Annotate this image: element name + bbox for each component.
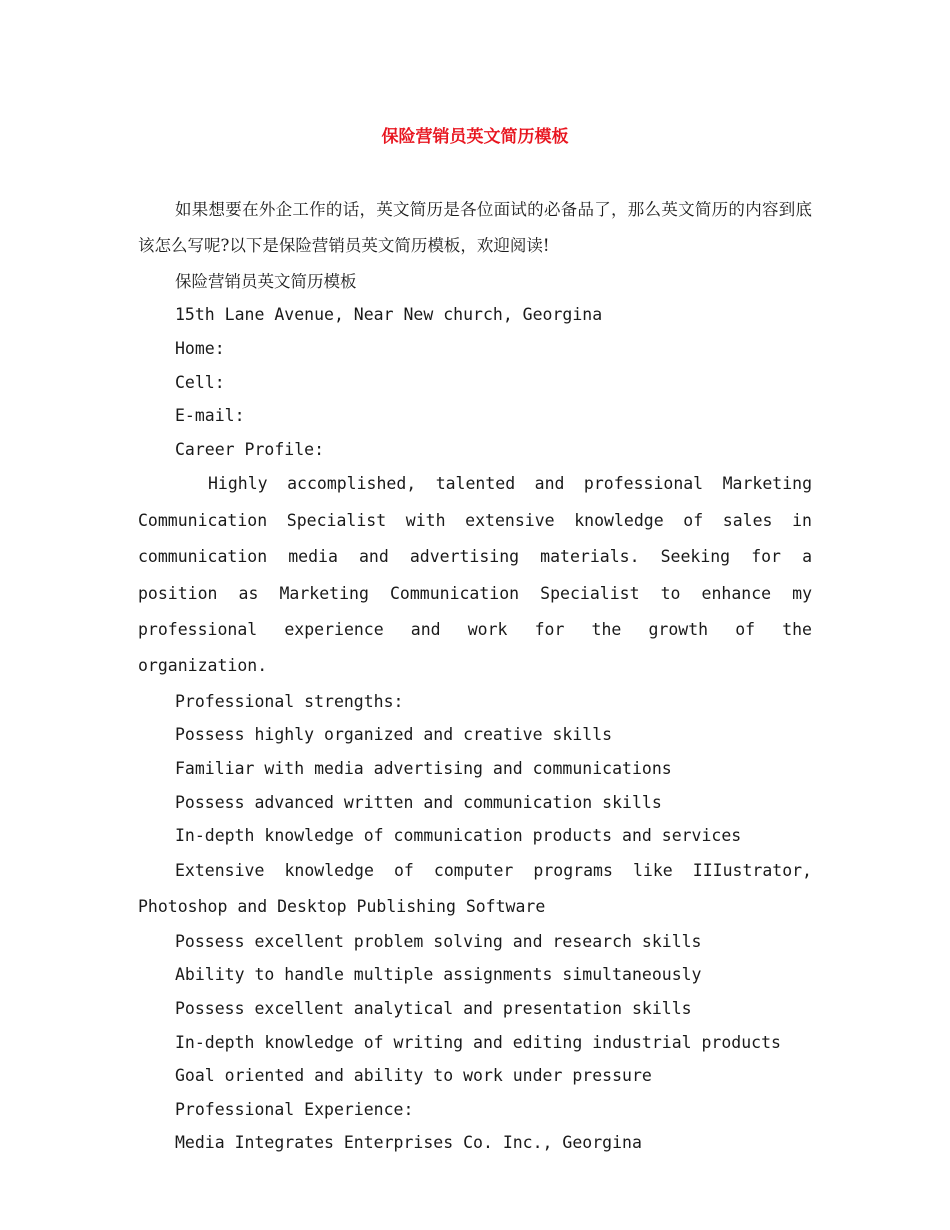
career-profile-text: Highly accomplished, talented and professional Marketing Communication Specialist with extensive knowledge of sales in communication media and advertising materials. Seeking for a position as Marketing Communication Specialist to enhance my professional experience and work for the growth of the organization. <box>138 474 812 676</box>
strength-item: In-depth knowledge of communication products and services <box>175 826 742 846</box>
document-body <box>138 192 812 1160</box>
intro-paragraph: 如果想要在外企工作的话，英文简历是各位面试的必备品了，那么英文简历的内容到底该怎么写呢?以下是保险营销员英文简历模板，欢迎阅读! <box>138 200 812 256</box>
home-label: Home: <box>175 339 225 358</box>
document-title: 保险营销员英文简历模板 <box>381 127 569 147</box>
strength-item: In-depth knowledge of writing and editing industrial products <box>175 1032 781 1052</box>
strength-item: Extensive knowledge of computer programs like IIIustrator, Photoshop and Desktop Publishing Software <box>138 860 812 916</box>
address-line: 15th Lane Avenue, Near New church, Georgina <box>175 305 603 325</box>
resume-subtitle: 保险营销员英文简历模板 <box>175 271 357 291</box>
strength-item: Possess excellent analytical and presentation skills <box>175 998 692 1018</box>
strength-item: Possess advanced written and communication skills <box>175 792 662 812</box>
strength-item: Possess highly organized and creative skills <box>175 725 613 745</box>
cell-label: Cell: <box>175 372 225 392</box>
strength-item: Ability to handle multiple assignments simultaneously <box>175 965 702 985</box>
company-line: Media Integrates Enterprises Co. Inc., Georgina <box>175 1133 642 1153</box>
career-profile-heading: Career Profile: <box>175 439 325 459</box>
email-label: E-mail: <box>175 406 245 426</box>
strength-item: Goal oriented and ability to work under pressure <box>175 1066 652 1086</box>
strength-item: Familiar with media advertising and communications <box>175 759 672 778</box>
experience-heading: Professional Experience: <box>175 1099 414 1119</box>
strengths-heading: Professional strengths: <box>175 691 404 711</box>
strength-item: Possess excellent problem solving and research skills <box>175 931 702 951</box>
